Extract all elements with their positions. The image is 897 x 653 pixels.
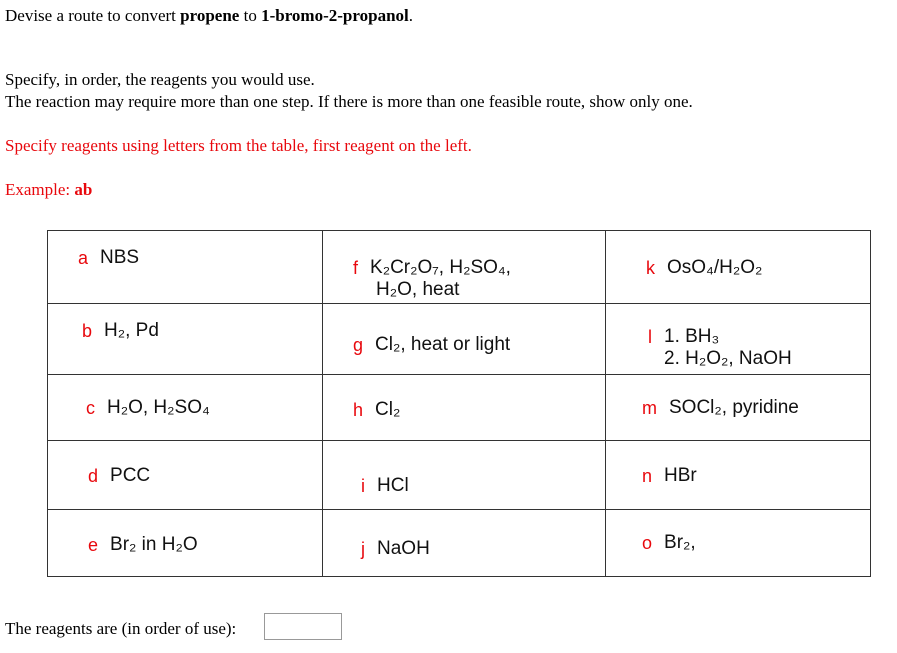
reagent-text-c: H₂O, H₂SO₄ [107, 397, 210, 418]
reagent-text-e: Br₂ in H₂O [110, 534, 198, 555]
reagent-cell-f [323, 231, 606, 304]
reagent-cell-d [48, 441, 323, 510]
reagent-cell-n [606, 441, 871, 510]
reagent-cell-l [606, 304, 871, 375]
reagent-cell-h [323, 375, 606, 441]
instruction-line-2: The reaction may require more than one step. If there is more than one feasible route, show only one. [5, 92, 693, 111]
reagent-letter-n: n [642, 466, 653, 486]
reagent-text-o: Br₂, [664, 532, 696, 553]
reagent-text-j: NaOH [377, 538, 430, 559]
reagent-cell-k [606, 231, 871, 304]
reagent-text-i: HCl [377, 475, 409, 496]
question-text: Devise a route to convert propene to 1-bromo-2-propanol. [5, 6, 413, 25]
reagent-cell-j [323, 510, 606, 577]
reagent-letter-j: j [361, 539, 365, 559]
reagent-text-f: K₂Cr₂O₇, H₂SO₄, H₂O, heat [370, 257, 511, 300]
example-line: Example: ab [5, 180, 93, 199]
reagent-text-d: PCC [110, 465, 151, 486]
reagent-cell-g [323, 304, 606, 375]
red-instruction: Specify reagents using letters from the table, first reagent on the left. [5, 136, 472, 155]
reagent-letter-d: d [88, 466, 99, 486]
reagent-text-a: NBS [100, 247, 140, 268]
reagent-text-m: SOCl₂, pyridine [669, 397, 799, 418]
reagent-cell-c [48, 375, 323, 441]
reagent-letter-h: h [353, 400, 364, 420]
reagent-letter-k: k [646, 258, 655, 278]
reagent-text-n: HBr [664, 465, 697, 486]
start-compound: propene [180, 6, 240, 25]
reagent-letter-f: f [353, 258, 359, 278]
reagent-letter-l: l [648, 327, 652, 347]
reagent-letter-b: b [82, 321, 93, 341]
reagent-letter-m: m [642, 398, 657, 418]
reagent-cell-o [606, 510, 871, 577]
reagent-text-g: Cl₂, heat or light [375, 334, 511, 355]
instruction-line-1: Specify, in order, the reagents you would use. [5, 70, 315, 89]
reagent-cell-b [48, 304, 323, 375]
reagent-cell-m [606, 375, 871, 441]
reagent-text-k: OsO₄/H₂O₂ [667, 257, 763, 278]
reagent-letter-a: a [78, 248, 89, 268]
target-compound: 1-bromo-2-propanol [261, 6, 409, 25]
reagent-cell-a [48, 231, 323, 304]
reagent-table [47, 230, 871, 577]
answer-input[interactable] [264, 613, 342, 640]
reagent-letter-g: g [353, 335, 364, 355]
reagent-letter-i: i [361, 476, 365, 496]
answer-label: The reagents are (in order of use): [5, 619, 237, 638]
reagent-text-h: Cl₂ [375, 399, 401, 420]
reagent-letter-c: c [86, 398, 95, 418]
reagent-letter-e: e [88, 535, 99, 555]
reagent-text-l: 1. BH₃ 2. H₂O₂, NaOH [664, 326, 792, 369]
reagent-cell-i [323, 441, 606, 510]
reagent-cell-e [48, 510, 323, 577]
reagent-letter-o: o [642, 533, 653, 553]
reagent-text-b: H₂, Pd [104, 320, 159, 341]
